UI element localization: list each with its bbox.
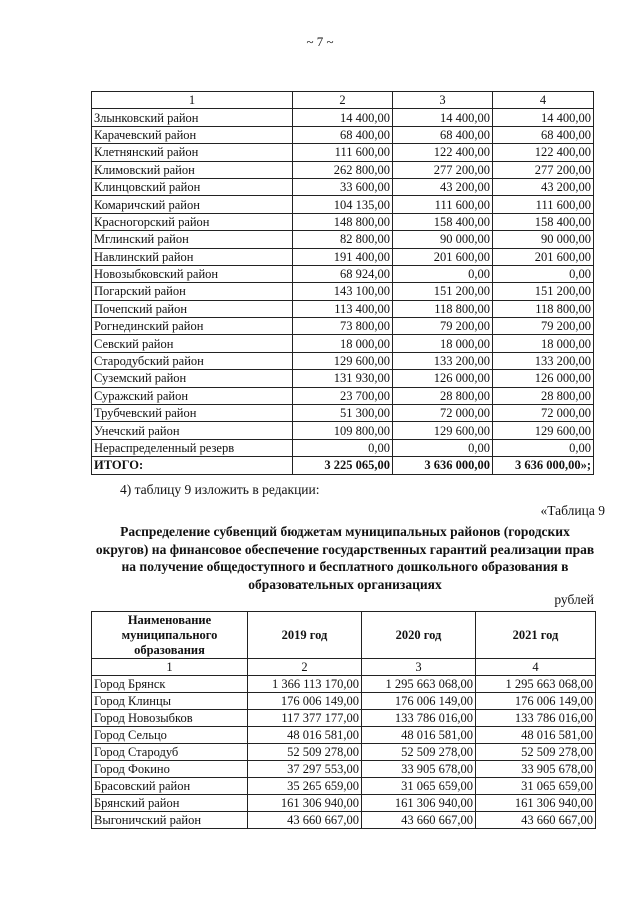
amount-cell: 48 016 581,00 xyxy=(362,727,476,744)
amount-cell: 161 306 940,00 xyxy=(248,795,362,812)
amount-cell: 18 000,00 xyxy=(493,335,594,352)
amount-cell: 90 000,00 xyxy=(493,231,594,248)
amount-cell: 18 000,00 xyxy=(293,335,393,352)
district-name: Трубчевский район xyxy=(92,405,293,422)
table-row xyxy=(92,248,594,265)
amount-cell: 104 135,00 xyxy=(293,196,393,213)
district-name: Злынковский район xyxy=(92,109,293,126)
amount-cell: 79 200,00 xyxy=(493,318,594,335)
municipality-name: Город Клинцы xyxy=(92,693,248,710)
table-row xyxy=(92,335,594,352)
header-2020: 2020 год xyxy=(362,612,476,659)
amount-cell: 161 306 940,00 xyxy=(476,795,596,812)
amount-cell: 43 200,00 xyxy=(393,178,493,195)
table-row xyxy=(92,727,596,744)
amount-cell: 122 400,00 xyxy=(393,144,493,161)
amount-cell: 68 400,00 xyxy=(393,126,493,143)
amount-cell: 23 700,00 xyxy=(293,387,393,404)
amount-cell: 151 200,00 xyxy=(393,283,493,300)
amount-cell: 18 000,00 xyxy=(393,335,493,352)
column-number: 4 xyxy=(476,659,596,676)
amount-cell: 14 400,00 xyxy=(493,109,594,126)
amount-cell: 0,00 xyxy=(493,439,594,456)
district-name: Стародубский район xyxy=(92,352,293,369)
amount-cell: 191 400,00 xyxy=(293,248,393,265)
table-row xyxy=(92,352,594,369)
amount-cell: 129 600,00 xyxy=(393,422,493,439)
amount-cell: 33 905 678,00 xyxy=(476,761,596,778)
table-row xyxy=(92,778,596,795)
amount-cell: 28 800,00 xyxy=(393,387,493,404)
amount-cell: 111 600,00 xyxy=(493,196,594,213)
amount-cell: 201 600,00 xyxy=(393,248,493,265)
municipality-name: Брасовский район xyxy=(92,778,248,795)
district-name: Почепский район xyxy=(92,300,293,317)
municipality-name: Город Брянск xyxy=(92,676,248,693)
district-name: Севский район xyxy=(92,335,293,352)
amount-cell: 72 000,00 xyxy=(493,405,594,422)
district-name: Карачевский район xyxy=(92,126,293,143)
district-name: Нераспределенный резерв xyxy=(92,439,293,456)
district-name: Климовский район xyxy=(92,161,293,178)
amount-cell: 0,00 xyxy=(493,265,594,282)
amount-cell: 111 600,00 xyxy=(293,144,393,161)
table-row xyxy=(92,144,594,161)
amount-cell: 0,00 xyxy=(393,265,493,282)
amount-cell: 176 006 149,00 xyxy=(362,693,476,710)
amount-cell: 158 400,00 xyxy=(493,213,594,230)
header-2021: 2021 год xyxy=(476,612,596,659)
district-name: Мглинский район xyxy=(92,231,293,248)
municipality-name: Выгоничский район xyxy=(92,812,248,829)
table-row xyxy=(92,196,594,213)
amount-cell: 1 295 663 068,00 xyxy=(362,676,476,693)
amount-cell: 0,00 xyxy=(293,439,393,456)
amount-cell: 129 600,00 xyxy=(293,352,393,369)
table-row xyxy=(92,178,594,195)
header-2019: 2019 год xyxy=(248,612,362,659)
amount-cell: 90 000,00 xyxy=(393,231,493,248)
amount-cell: 1 366 113 170,00 xyxy=(248,676,362,693)
amount-cell: 43 660 667,00 xyxy=(362,812,476,829)
total-amount: 3 225 065,00 xyxy=(293,457,393,474)
total-label: ИТОГО: xyxy=(92,457,293,474)
units-label: рублей xyxy=(554,592,594,607)
total-amount: 3 636 000,00 xyxy=(393,457,493,474)
amount-cell: 33 905 678,00 xyxy=(362,761,476,778)
table-row xyxy=(92,300,594,317)
district-name: Новозыбковский район xyxy=(92,265,293,282)
amount-cell: 122 400,00 xyxy=(493,144,594,161)
amount-cell: 131 930,00 xyxy=(293,370,393,387)
amendment-paragraph: 4) таблицу 9 изложить в редакции: xyxy=(120,482,320,497)
amount-cell: 158 400,00 xyxy=(393,213,493,230)
table-row xyxy=(92,213,594,230)
table-row xyxy=(92,439,594,456)
column-number: 3 xyxy=(393,92,493,109)
column-number: 1 xyxy=(92,659,248,676)
total-row xyxy=(92,457,594,474)
district-name: Погарский район xyxy=(92,283,293,300)
amount-cell: 148 800,00 xyxy=(293,213,393,230)
amount-cell: 52 509 278,00 xyxy=(248,744,362,761)
column-number: 1 xyxy=(92,92,293,109)
amount-cell: 176 006 149,00 xyxy=(248,693,362,710)
amount-cell: 109 800,00 xyxy=(293,422,393,439)
table-title: Распределение субвенций бюджетам муниципальных районов (городских округов) на финансовое обеспечение государственных гарантий реализации прав на получение общедоступного и бесплатного дошкольного образования в образовательных организациях xyxy=(95,524,595,592)
amount-cell: 31 065 659,00 xyxy=(476,778,596,795)
district-name: Комаричский район xyxy=(92,196,293,213)
district-name: Клетнянский район xyxy=(92,144,293,161)
column-number: 2 xyxy=(248,659,362,676)
amount-cell: 161 306 940,00 xyxy=(362,795,476,812)
table-row xyxy=(92,265,594,282)
district-name: Суражский район xyxy=(92,387,293,404)
amount-cell: 262 800,00 xyxy=(293,161,393,178)
amount-cell: 176 006 149,00 xyxy=(476,693,596,710)
district-name: Красногорский район xyxy=(92,213,293,230)
table-row xyxy=(92,318,594,335)
page-number: ~ 7 ~ xyxy=(306,34,334,49)
amount-cell: 28 800,00 xyxy=(493,387,594,404)
district-name: Рогнединский район xyxy=(92,318,293,335)
table-row xyxy=(92,422,594,439)
amount-cell: 52 509 278,00 xyxy=(476,744,596,761)
amount-cell: 82 800,00 xyxy=(293,231,393,248)
header-municipality: Наименование муниципального образования xyxy=(92,612,248,659)
total-amount: 3 636 000,00»; xyxy=(493,457,594,474)
amount-cell: 72 000,00 xyxy=(393,405,493,422)
amount-cell: 0,00 xyxy=(393,439,493,456)
table-row xyxy=(92,126,594,143)
amount-cell: 133 200,00 xyxy=(393,352,493,369)
municipality-name: Город Новозыбков xyxy=(92,710,248,727)
amount-cell: 43 200,00 xyxy=(493,178,594,195)
municipality-name: Город Фокино xyxy=(92,761,248,778)
table-row xyxy=(92,693,596,710)
amount-cell: 43 660 667,00 xyxy=(248,812,362,829)
district-name: Клинцовский район xyxy=(92,178,293,195)
amount-cell: 113 400,00 xyxy=(293,300,393,317)
amount-cell: 33 600,00 xyxy=(293,178,393,195)
amount-cell: 118 800,00 xyxy=(493,300,594,317)
district-name: Унечский район xyxy=(92,422,293,439)
column-number: 3 xyxy=(362,659,476,676)
table-row xyxy=(92,761,596,778)
amount-cell: 133 200,00 xyxy=(493,352,594,369)
amount-cell: 14 400,00 xyxy=(293,109,393,126)
table-9 xyxy=(91,611,596,829)
table-row xyxy=(92,161,594,178)
amount-cell: 151 200,00 xyxy=(493,283,594,300)
amount-cell: 277 200,00 xyxy=(493,161,594,178)
column-number: 2 xyxy=(293,92,393,109)
amount-cell: 51 300,00 xyxy=(293,405,393,422)
table-row xyxy=(92,795,596,812)
amount-cell: 48 016 581,00 xyxy=(248,727,362,744)
amount-cell: 277 200,00 xyxy=(393,161,493,178)
amount-cell: 118 800,00 xyxy=(393,300,493,317)
table-row xyxy=(92,812,596,829)
table-row xyxy=(92,109,594,126)
amount-cell: 68 400,00 xyxy=(493,126,594,143)
amount-cell: 79 200,00 xyxy=(393,318,493,335)
amount-cell: 111 600,00 xyxy=(393,196,493,213)
table-row xyxy=(92,370,594,387)
table-row xyxy=(92,676,596,693)
municipality-name: Город Стародуб xyxy=(92,744,248,761)
amount-cell: 37 297 553,00 xyxy=(248,761,362,778)
amount-cell: 52 509 278,00 xyxy=(362,744,476,761)
subsidy-table-continued xyxy=(91,91,594,475)
table-reference: «Таблица 9 xyxy=(540,503,605,518)
amount-cell: 14 400,00 xyxy=(393,109,493,126)
table-row xyxy=(92,231,594,248)
amount-cell: 48 016 581,00 xyxy=(476,727,596,744)
column-number-row xyxy=(92,92,594,109)
table-row xyxy=(92,744,596,761)
amount-cell: 126 000,00 xyxy=(493,370,594,387)
amount-cell: 31 065 659,00 xyxy=(362,778,476,795)
amount-cell: 68 924,00 xyxy=(293,265,393,282)
district-name: Навлинский район xyxy=(92,248,293,265)
amount-cell: 129 600,00 xyxy=(493,422,594,439)
amount-cell: 201 600,00 xyxy=(493,248,594,265)
district-name: Суземский район xyxy=(92,370,293,387)
column-number-row xyxy=(92,659,596,676)
amount-cell: 35 265 659,00 xyxy=(248,778,362,795)
amount-cell: 126 000,00 xyxy=(393,370,493,387)
amount-cell: 68 400,00 xyxy=(293,126,393,143)
municipality-name: Брянский район xyxy=(92,795,248,812)
amount-cell: 133 786 016,00 xyxy=(476,710,596,727)
amount-cell: 133 786 016,00 xyxy=(362,710,476,727)
amount-cell: 143 100,00 xyxy=(293,283,393,300)
amount-cell: 43 660 667,00 xyxy=(476,812,596,829)
table-row xyxy=(92,283,594,300)
amount-cell: 117 377 177,00 xyxy=(248,710,362,727)
table-row xyxy=(92,710,596,727)
table-row xyxy=(92,387,594,404)
column-number: 4 xyxy=(493,92,594,109)
municipality-name: Город Сельцо xyxy=(92,727,248,744)
amount-cell: 1 295 663 068,00 xyxy=(476,676,596,693)
table-row xyxy=(92,405,594,422)
amount-cell: 73 800,00 xyxy=(293,318,393,335)
